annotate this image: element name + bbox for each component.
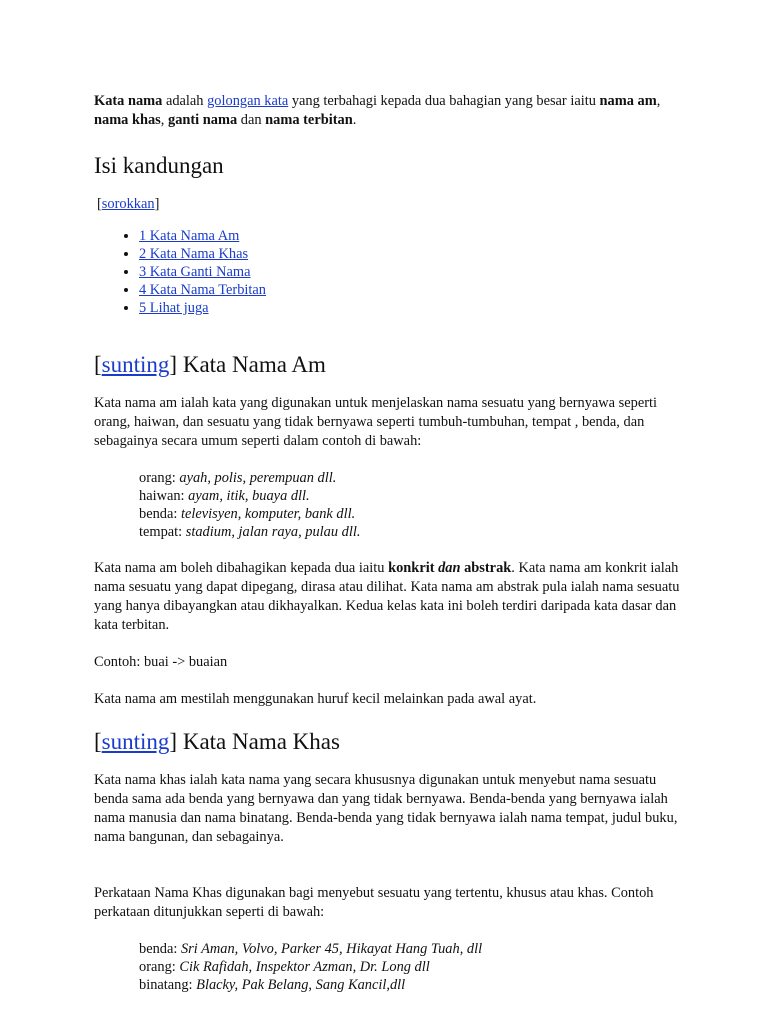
section-title: Kata Nama Khas — [177, 729, 340, 754]
toc-hide-link[interactable]: sorokkan — [101, 196, 155, 212]
intro-term: Kata nama — [94, 93, 163, 109]
bracket: ] — [169, 729, 178, 754]
toc-link-kata-nama-am[interactable]: 1 Kata Nama Am — [139, 228, 240, 244]
example-value: ayah, polis, perempuan dll. — [179, 470, 337, 486]
bracket: [ — [97, 196, 102, 212]
bracket: [ — [94, 352, 102, 377]
text: . Kata nama am konkrit ialah nama sesuatu yang dapat dipegang, dirasa atau dilihat. Kata nama am abstrak pula ialah nama sesuatu yang hanya dibayangkan atau dikhayalkan. Kedua kelas kata ini boleh terdiri daripada kata dasar dan kata terbitan. — [94, 560, 680, 633]
toc-item — [139, 245, 684, 263]
example-value: ayam, itik, buaya dll. — [188, 488, 310, 504]
toc-toggle — [97, 195, 684, 214]
toc-title: Isi kandungan — [94, 153, 224, 178]
example-label: orang: — [139, 959, 180, 975]
toc-link-kata-nama-khas[interactable]: 2 Kata Nama Khas — [139, 246, 249, 262]
example-label: benda: — [139, 941, 181, 957]
section-heading-kata-nama-khas — [94, 727, 684, 757]
example-label: benda: — [139, 506, 181, 522]
toc-list — [94, 227, 684, 317]
example-line — [139, 487, 684, 505]
intro-text: , — [656, 93, 661, 109]
kata-nama-am-rule: Kata nama am mestilah menggunakan huruf kecil melainkan pada awal ayat. — [94, 691, 537, 707]
example-value: Blacky, Pak Belang, Sang Kancil,dll — [196, 977, 406, 993]
kata-nama-am-examples — [139, 469, 684, 541]
example-value: Cik Rafidah, Inspektor Azman, Dr. Long dll — [179, 959, 430, 975]
intro-text: dan — [237, 112, 266, 128]
edit-link-kata-nama-am[interactable]: sunting — [101, 352, 170, 377]
intro-text: adalah — [162, 93, 208, 109]
toc-item — [139, 263, 684, 281]
kata-nama-am-definition: Kata nama am ialah kata yang digunakan untuk menjelaskan nama sesuatu yang bernyawa seperti orang, haiwan, dan sesuatu yang tidak bernyawa seperti tumbuh-tumbuhan, tempat , benda, dan sebagainya secara umum seperti dalam contoh di bawah: — [94, 395, 658, 449]
example-line — [139, 976, 684, 994]
example-label: tempat: — [139, 524, 186, 540]
intro-text: . — [352, 112, 357, 128]
kata-nama-khas-usage: Perkataan Nama Khas digunakan bagi menyebut sesuatu yang tertentu, khusus atau khas. Contoh perkataan ditunjukkan seperti di bawah: — [94, 885, 654, 920]
example-line — [139, 469, 684, 487]
intro-paragraph — [94, 92, 684, 130]
golongan-kata-link[interactable]: golongan kata — [207, 93, 289, 109]
example-value: televisyen, komputer, bank dll. — [180, 506, 356, 522]
intro-text: yang terbahagi kepada dua bahagian yang besar iaitu — [288, 93, 600, 109]
toc-link-kata-ganti-nama[interactable]: 3 Kata Ganti Nama — [139, 264, 251, 280]
intro-bold: nama am — [599, 93, 657, 109]
section-title: Kata Nama Am — [177, 352, 326, 377]
article-content — [94, 92, 684, 994]
example-label: binatang: — [139, 977, 197, 993]
toc-link-kata-nama-terbitan[interactable]: 4 Kata Nama Terbitan — [139, 282, 266, 298]
example-line — [139, 505, 684, 523]
kata-nama-am-types — [94, 559, 684, 635]
toc-link-lihat-juga[interactable]: 5 Lihat juga — [139, 300, 209, 316]
intro-bold: nama terbitan — [265, 112, 353, 128]
bracket: ] — [169, 352, 178, 377]
example-line — [139, 940, 684, 958]
text: Kata nama am boleh dibahagikan kepada dua iaitu — [94, 560, 389, 576]
edit-link-kata-nama-khas[interactable]: sunting — [101, 729, 170, 754]
contoh-line: Contoh: buai -> buaian — [94, 654, 228, 670]
section-heading-kata-nama-am — [94, 350, 684, 380]
kata-nama-khas-definition: Kata nama khas ialah kata nama yang secara khususnya digunakan untuk menyebut nama sesuatu benda sama ada benda yang bernyawa dan yang tidak bernyawa. Benda-benda yang bernyawa ialah nama manusia dan nama binatang. Benda-benda yang tidak bernyawa ialah nama tempat, judul buku, nama bangunan, dan sebagainya. — [94, 772, 678, 845]
bold-italic-term: dan — [434, 560, 465, 576]
bracket: ] — [154, 196, 160, 212]
example-line — [139, 958, 684, 976]
intro-bold: ganti nama — [168, 112, 238, 128]
example-value: stadium, jalan raya, pulau dll. — [185, 524, 361, 540]
example-line — [139, 523, 684, 541]
example-label: orang: — [139, 470, 180, 486]
bracket: [ — [94, 729, 102, 754]
toc-item — [139, 299, 684, 317]
kata-nama-khas-examples — [139, 940, 684, 994]
toc-item — [139, 281, 684, 299]
toc-item — [139, 227, 684, 245]
example-label: haiwan: — [139, 488, 189, 504]
example-value: Sri Aman, Volvo, Parker 45, Hikayat Hang Tuah, dll — [180, 941, 483, 957]
bold-term: konkrit — [388, 560, 435, 576]
bold-term: abstrak — [464, 560, 512, 576]
intro-text: , — [160, 112, 168, 128]
intro-bold: nama khas — [94, 112, 161, 128]
